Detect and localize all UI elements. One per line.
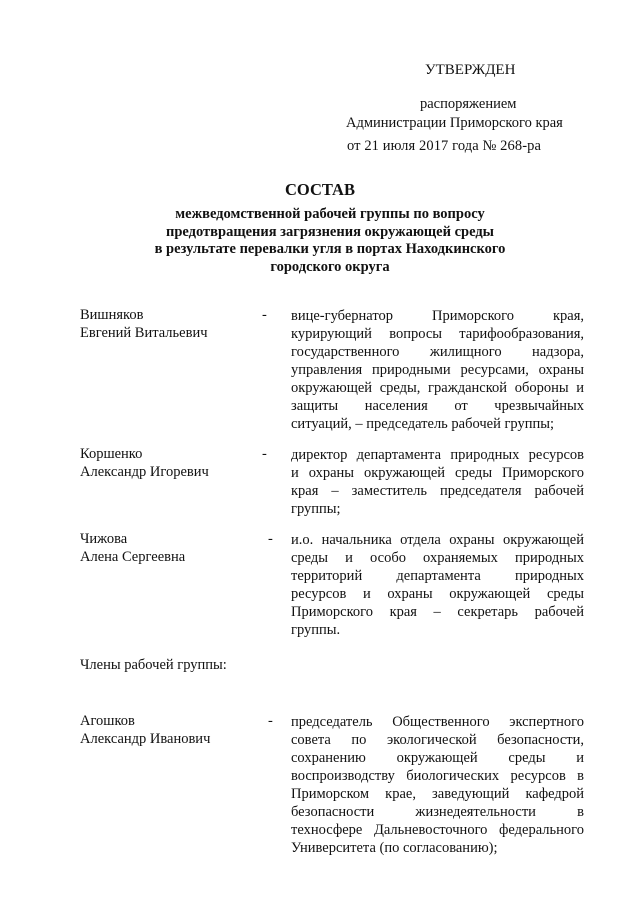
- role-line: Приморском крае, заведующий кафедрой: [291, 786, 584, 802]
- approved-stamp: УТВЕРЖДЕН: [425, 62, 516, 78]
- role-line: вице-губернатор Приморского края,: [291, 308, 584, 324]
- member-surname: Агошков: [80, 713, 135, 729]
- role-line: ситуаций, – председатель рабочей группы;: [291, 416, 555, 432]
- members-section-label: Члены рабочей группы:: [80, 657, 227, 673]
- role-line: директор департамента природных ресурсов: [291, 447, 584, 463]
- member-name-chizhova: [80, 531, 185, 566]
- role-line: и охраны окружающей среды Приморского: [291, 465, 584, 481]
- role-line: Приморского края – секретарь рабочей: [291, 604, 584, 620]
- role-line: председатель Общественного экспертного: [291, 714, 584, 730]
- role-line: и.о. начальника отдела охраны окружающей: [291, 532, 584, 548]
- subtitle-line: межведомственной рабочей группы по вопросу: [175, 206, 485, 222]
- member-name-vishnyakov: [80, 307, 208, 342]
- member-name-korshenko: [80, 446, 209, 481]
- subtitle-line: городского округа: [270, 258, 390, 275]
- member-role-description: [291, 307, 584, 433]
- member-given-name: Алена Сергеевна: [80, 548, 186, 565]
- role-line: защиты населения от чрезвычайных: [291, 398, 584, 414]
- document-subtitle: [130, 206, 530, 276]
- subtitle-line: предотвращения загрязнения окружающей среды: [166, 223, 494, 240]
- role-line: государственного жилищного надзора,: [291, 344, 584, 360]
- entry-dash: -: [268, 713, 273, 729]
- role-line: управления природными ресурсами, охраны: [291, 362, 584, 378]
- entry-dash: -: [262, 446, 267, 462]
- member-role-description: [291, 713, 584, 857]
- role-line: Университета (по согласованию);: [291, 840, 498, 856]
- member-given-name: Евгений Витальевич: [80, 324, 208, 341]
- role-line: края – заместитель председателя рабочей: [291, 483, 584, 499]
- order-date-number: от 21 июля 2017 года № 268-ра: [347, 138, 542, 154]
- role-line: совета по экологической безопасности,: [291, 732, 584, 748]
- member-surname: Вишняков: [80, 307, 144, 323]
- role-line: воспроизводству биологических ресурсов в: [291, 768, 584, 784]
- document-title: СОСТАВ: [285, 180, 355, 199]
- subtitle-line: в результате перевалки угля в портах Находкинского: [154, 241, 506, 257]
- member-name-agoshkov: [80, 713, 210, 748]
- member-surname: Чижова: [80, 531, 128, 547]
- role-line: территорий департамента природных: [291, 568, 584, 584]
- role-line: техносфере Дальневосточного федерального: [291, 822, 584, 838]
- role-line: ресурсов и охраны окружающей среды: [291, 586, 584, 602]
- order-line-2: Администрации Приморского края: [346, 115, 563, 131]
- role-line: группы;: [291, 501, 341, 517]
- member-role-description: [291, 531, 584, 639]
- role-line: сохранению окружающей среды и: [291, 750, 584, 766]
- member-given-name: Александр Игоревич: [80, 463, 209, 480]
- entry-dash: -: [262, 307, 267, 323]
- role-line: окружающей среды, гражданской обороны и: [291, 380, 584, 396]
- role-line: безопасности жизнедеятельности в: [291, 804, 584, 820]
- member-surname: Коршенко: [80, 446, 143, 462]
- member-role-description: [291, 446, 584, 518]
- role-line: группы.: [291, 622, 341, 638]
- order-line-1: распоряжением: [420, 96, 517, 112]
- role-line: курирующий вопросы тарифообразования,: [291, 326, 584, 342]
- member-given-name: Александр Иванович: [80, 730, 211, 747]
- entry-dash: -: [268, 531, 273, 547]
- role-line: среды и особо охраняемых природных: [291, 550, 584, 566]
